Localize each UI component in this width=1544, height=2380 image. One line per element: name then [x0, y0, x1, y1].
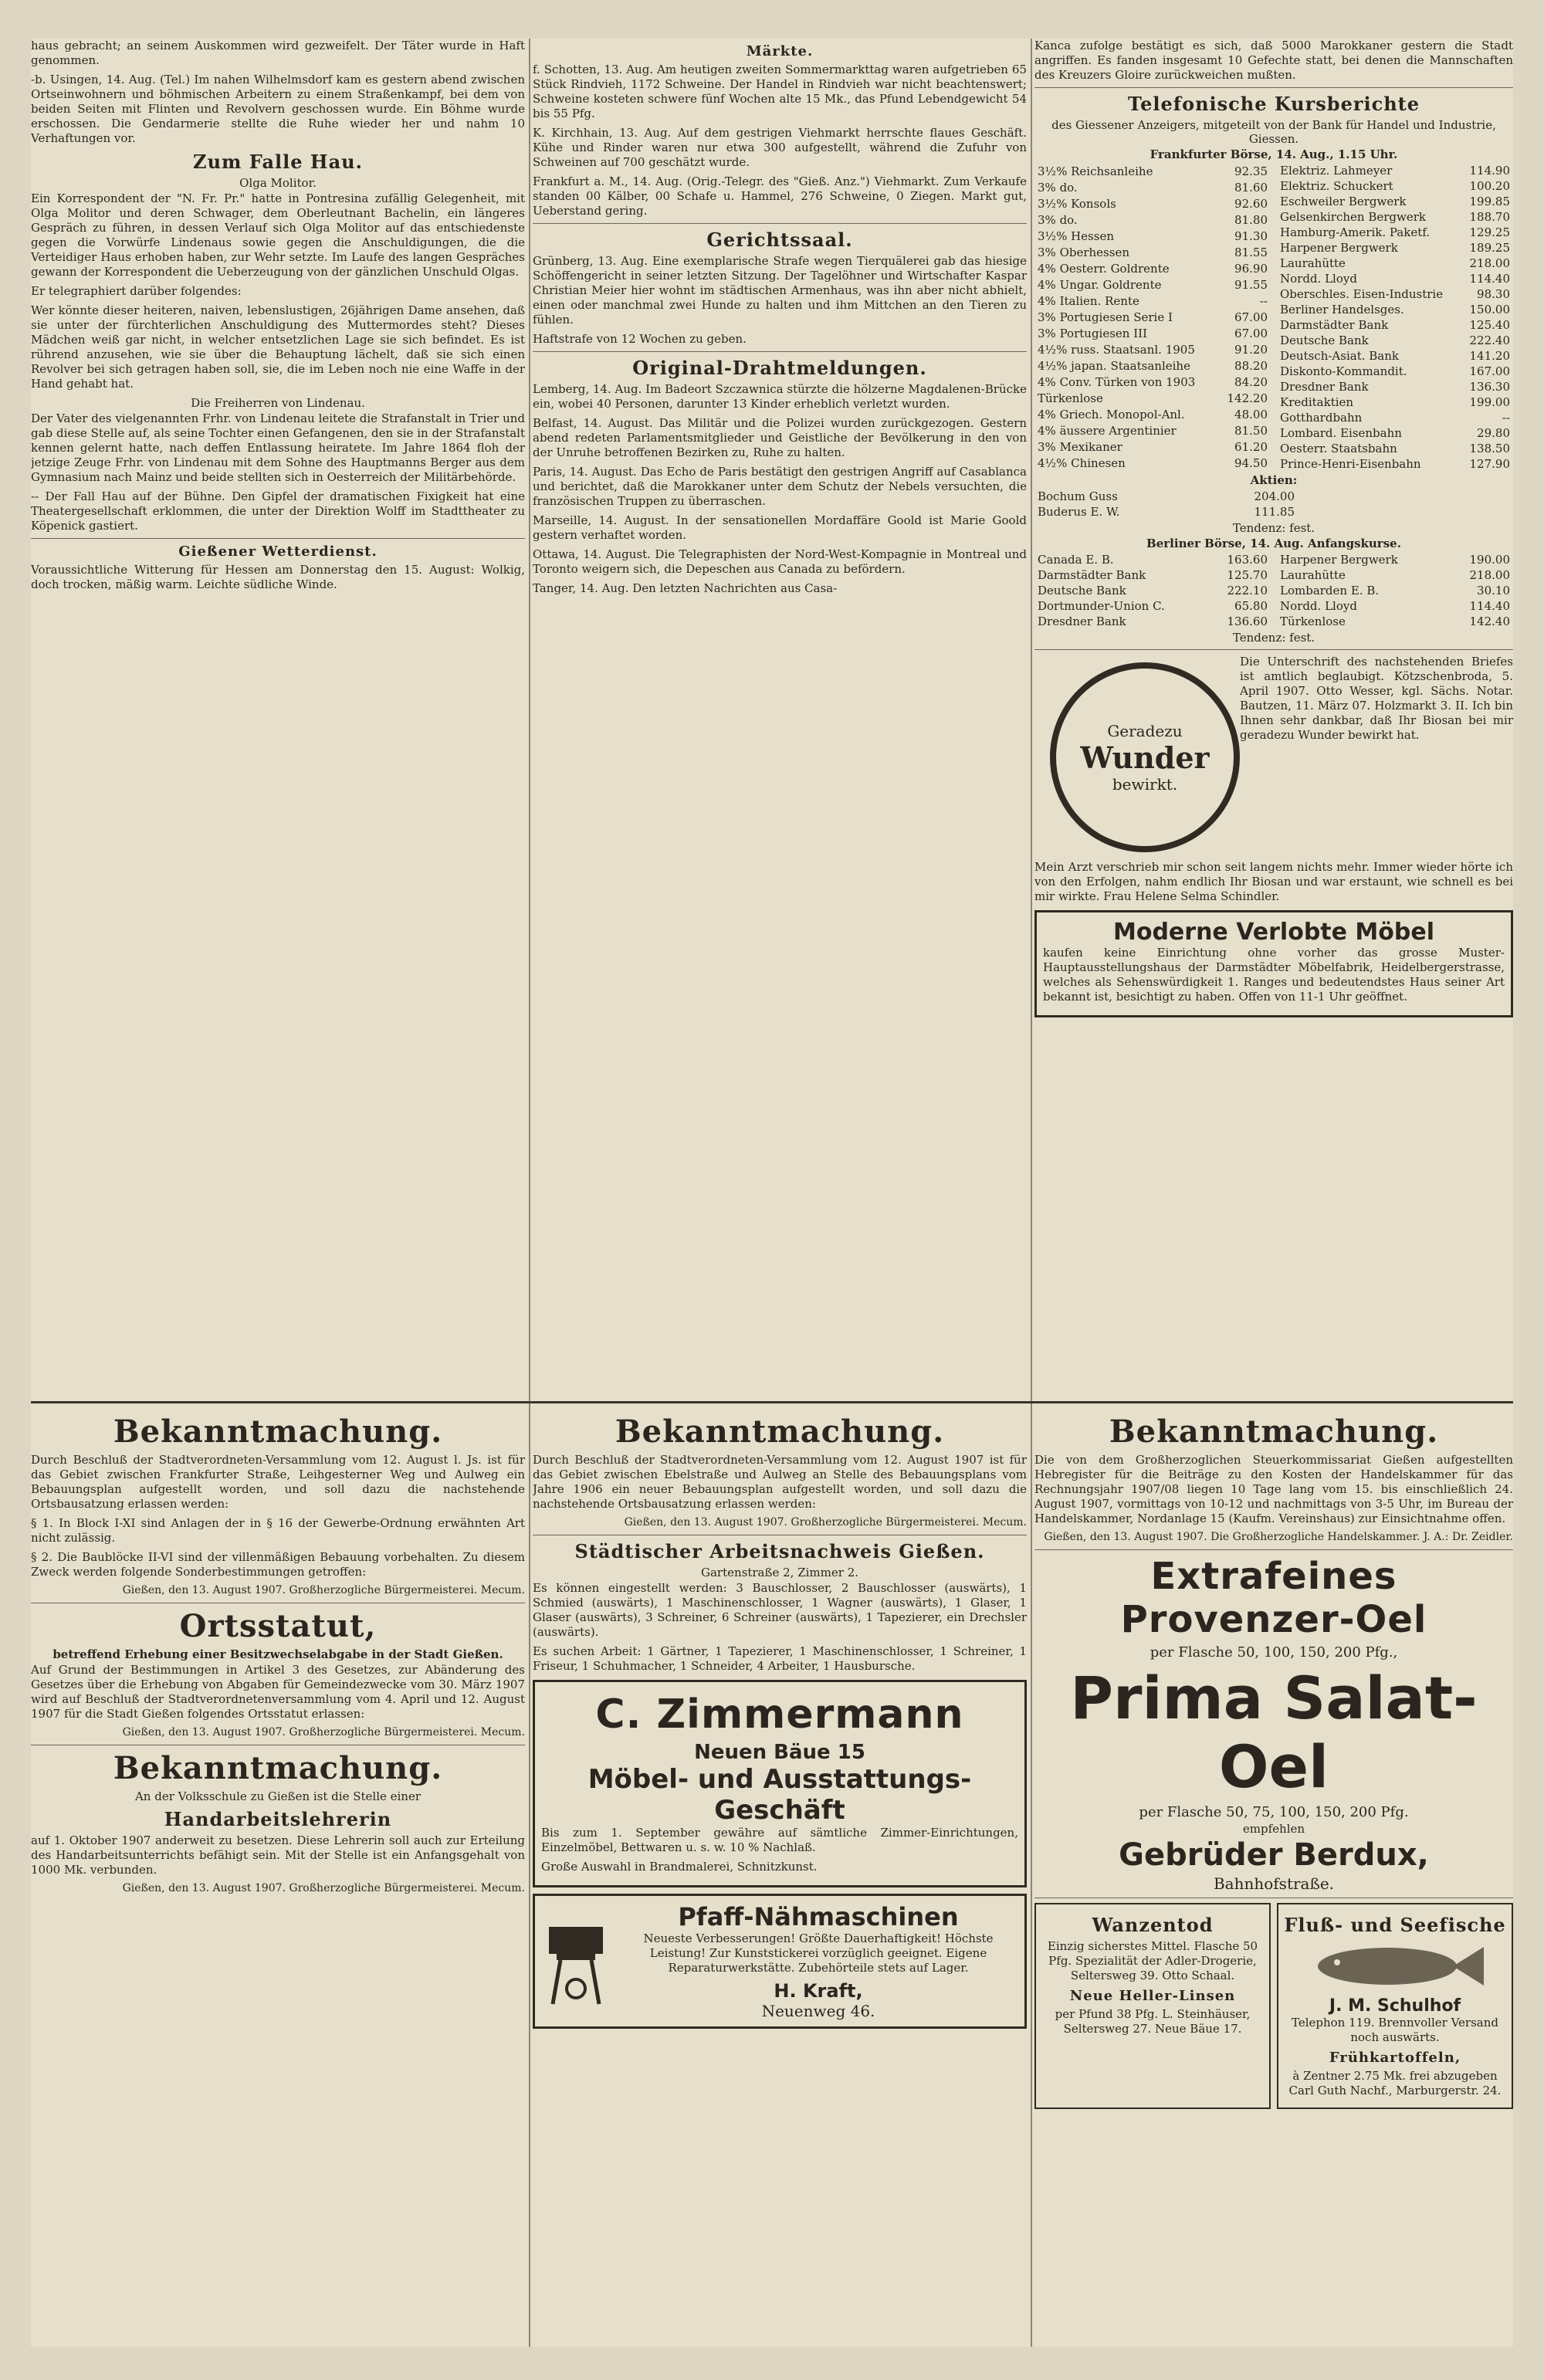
rate-label: Türkenlose	[1280, 614, 1346, 628]
rate-value: 222.10	[1227, 584, 1268, 598]
rate-value: 91.55	[1234, 277, 1268, 292]
column-rule	[1031, 39, 1032, 2347]
rate-row	[1277, 456, 1513, 472]
wanzentod-ad	[1034, 1903, 1271, 2109]
rate-row	[1034, 423, 1271, 439]
wanzentod-heading: Wanzentod	[1092, 1914, 1214, 1936]
pfaff-address: Neuenweg 46.	[761, 2002, 875, 2020]
article-text: Grünberg, 13. Aug. Eine exemplarische Strafe wegen Tierquälerei gab das hiesige Schöffengericht in seiner letzten Sitzung. Der Tagelöhner und Wirtschafter Kaspar Christian Meier hier wohnt im städtischen Armenhaus, was ihn aber nicht abhielt, einen oder manchmal zwei Hunde zu halten und ihm Mittchen an den Tieren zu fühlen.	[533, 254, 1027, 327]
rate-value: 98.30	[1477, 287, 1510, 301]
article-text: Frankfurt a. M., 14. Aug. (Orig.-Telegr. des "Gieß. Anz.") Viehmarkt. Zum Verkaufe standen 00 Kälber, 00 Schafe u. Hammel, 276 Schweine, 0 Ziegen. Markt gut, Ueberstand gering.	[533, 174, 1027, 218]
rate-value: 199.00	[1469, 395, 1510, 409]
rate-label: Dresdner Bank	[1280, 380, 1369, 394]
zimmermann-ad	[533, 1680, 1027, 1887]
rate-label: Lombard. Eisenbahn	[1280, 426, 1402, 440]
fish-heading: Fluß- und Seefische	[1284, 1914, 1506, 1936]
article-text: Marseille, 14. August. In der sensationellen Mordaffäre Goold ist Marie Goold gestern verhaftet worden.	[533, 513, 1027, 542]
rate-row	[1277, 441, 1513, 456]
notice-heading: Bekanntmachung.	[113, 1413, 443, 1450]
weather-heading: Gießener Wetterdienst.	[178, 543, 378, 560]
notice-signature: Gießen, den 13. August 1907. Großherzogliche Bürgermeisterei. Mecum.	[624, 1516, 1027, 1529]
rate-row	[1034, 260, 1271, 276]
rates-table-right	[1277, 163, 1513, 472]
pfaff-heading: Pfaff-Nähmaschinen	[678, 1902, 959, 1931]
berlin-row	[1034, 583, 1271, 598]
rate-label: 4% äussere Argentinier	[1038, 424, 1177, 438]
rate-label: Oesterr. Staatsbahn	[1280, 442, 1397, 455]
rate-value: 163.60	[1227, 553, 1268, 567]
rates-tables	[1034, 163, 1513, 472]
rate-value: 48.00	[1234, 408, 1268, 422]
article-text: Haftstrafe von 12 Wochen zu geben.	[533, 332, 747, 346]
rate-value: 222.40	[1469, 333, 1510, 347]
rate-label: Deutsch-Asiat. Bank	[1280, 349, 1399, 363]
rates-table-left	[1034, 163, 1271, 472]
rate-value: 81.55	[1234, 245, 1268, 259]
rate-label: 4% Italien. Rente	[1038, 293, 1139, 308]
rate-value: 138.50	[1469, 442, 1510, 455]
berlin-row	[1277, 614, 1513, 629]
moebel-ad	[1034, 910, 1513, 1017]
rate-value: 142.40	[1469, 614, 1510, 628]
rate-value: 88.20	[1234, 359, 1268, 374]
article-text: Der Vater des vielgenannten Frhr. von Lindenau leitete die Strafanstalt in Trier und gab diese Stelle auf, als seine Tochter einen Gefangenen, den sie in der Strafanstalt kennen gelernt hatte, nach deffen Entlassung heiratete. Im Jahre 1864 floh der jetzige Zeuge Frhr. von Lindenau mit dem Sohne des Hauptmanns Berger aus dem Gymnasium nach Mainz und beide stellten sich in Oesterreich der Militärbehörde.	[31, 411, 525, 484]
rate-label: 4% Conv. Türken von 1903	[1038, 375, 1196, 390]
rate-label: Deutsche Bank	[1280, 333, 1369, 347]
rate-label: 3½% Konsols	[1038, 196, 1116, 211]
rate-row	[1034, 342, 1271, 358]
rate-label: Harpener Bergwerk	[1280, 241, 1398, 255]
rate-label: Deutsche Bank	[1038, 584, 1126, 598]
aktien-row	[1034, 489, 1298, 504]
rate-row	[1034, 195, 1271, 212]
oil-price: per Flasche 50, 100, 150, 200 Pfg.,	[1150, 1644, 1398, 1661]
article-text: Tanger, 14. Aug. Den letzten Nachrichten aus Casa-	[533, 581, 838, 595]
tendency: Tendenz: fest.	[1232, 521, 1315, 535]
ad-text: Einzig sicherstes Mittel. Flasche 50 Pfg. Spezialität der Adler-Drogerie, Seltersweg 39. Otto Schaal.	[1047, 1939, 1258, 1982]
article-text: Lemberg, 14. Aug. Im Badeort Szczawnica stürzte die hölzerne Magdalenen-Brücke ein, wobei 40 Personen, darunter 13 Kinder erheblich verletzt wurden.	[533, 382, 1027, 411]
rate-value: 114.40	[1469, 272, 1510, 286]
article-text: -- Der Fall Hau auf der Bühne. Den Gipfel der dramatischen Fixigkeit hat eine Theatergesellschaft erklommen, die unter der Direktion Wolff im Stadttheater zu Köpenick gastiert.	[31, 489, 525, 533]
rate-label: 4% Ungar. Goldrente	[1038, 277, 1162, 292]
labor-office-text: Es können eingestellt werden: 3 Bauschlosser, 2 Bauschlosser (auswärts), 1 Schmied (auswärts), 1 Maschinenschlosser, 1 Wagner (auswärts), 1 Glaser, 1 Glaser (auswärts), 3 Schreiner, 6 Schreiner (auswärts), 1 Tapezierer, ein Drechsler (auswärts).	[533, 1581, 1027, 1639]
notice-text: auf 1. Oktober 1907 anderweit zu besetzen. Diese Lehrerin soll auch zur Erteilung des Handarbeitsunterrichts befähigt sein. Mit der Stelle ist ein Anfangsgehalt von 1000 Mk. verbunden.	[31, 1833, 525, 1877]
rate-row	[1277, 394, 1513, 410]
ad-text: per Pfund 38 Pfg. L. Steinhäuser, Seltersweg 27. Neue Bäue 17.	[1055, 2007, 1251, 2036]
rate-value: 92.35	[1234, 164, 1268, 178]
fish-icon	[1302, 1939, 1488, 1993]
rate-value: 218.00	[1469, 256, 1510, 270]
rate-row	[1277, 256, 1513, 271]
salad-oil-heading: Prima Salat-Oel	[1070, 1664, 1478, 1801]
berlin-row	[1034, 552, 1271, 567]
rate-label: 3% Portugiesen Serie I	[1038, 310, 1173, 324]
berlin-table-right	[1277, 552, 1513, 629]
notice-signature: Gießen, den 13. August 1907. Großherzogliche Bürgermeisterei. Mecum.	[122, 1726, 525, 1738]
recommend-text: empfehlen	[1242, 1822, 1305, 1836]
ad-text: Große Auswahl in Brandmalerei, Schnitzkunst.	[541, 1860, 818, 1874]
rate-label: 4½% Chinesen	[1038, 456, 1126, 471]
article-text: Er telegraphiert darüber folgendes:	[31, 284, 242, 298]
berlin-heading: Berliner Börse, 14. Aug. Anfangskurse.	[1146, 537, 1401, 550]
rate-row	[1277, 209, 1513, 225]
zimmermann-name: C. Zimmermann	[595, 1691, 964, 1738]
job-title: Handarbeitslehrerin	[164, 1808, 392, 1830]
article-text: Belfast, 14. August. Das Militär und die Polizei wurden zurückgezogen. Gestern abend redeten Parlamentsmitglieder und Geistliche der Bevölkerung in den von der Unruhe betroffenen Bezirken zu, Ruhe zu halten.	[533, 416, 1027, 459]
rate-value: 204.00	[1254, 489, 1295, 503]
oil-heading: Extrafeines Provenzer-Oel	[1120, 1555, 1427, 1641]
notice-signature: Gießen, den 13. August 1907. Großherzogliche Bürgermeisterei. Mecum.	[122, 1882, 525, 1894]
rate-value: 81.50	[1234, 424, 1268, 438]
ad-text: à Zentner 2.75 Mk. frei abzugeben Carl Guth Nachf., Marburgerstr. 24.	[1288, 2069, 1502, 2097]
rate-row	[1277, 163, 1513, 178]
rate-value: 188.70	[1469, 210, 1510, 224]
rate-row	[1277, 379, 1513, 394]
rate-label: 4% Griech. Monopol-Anl.	[1038, 408, 1185, 422]
rate-label: Lombarden E. B.	[1280, 584, 1380, 598]
aktien-table	[1034, 489, 1298, 520]
rate-label: Harpener Bergwerk	[1280, 553, 1398, 567]
linsen-heading: Neue Heller-Linsen	[1069, 1988, 1236, 2004]
rate-value: --	[1259, 293, 1268, 308]
divider	[31, 538, 525, 539]
rate-label: 3½% Hessen	[1038, 229, 1114, 243]
notice-text: § 2. Die Baublöcke II-VI sind der villenmäßigen Bebauung vorbehalten. Zu diesem Zweck werden folgende Sonderbestimmungen getroffen:	[31, 1550, 525, 1579]
rate-row	[1277, 317, 1513, 333]
rate-label: Laurahütte	[1280, 256, 1346, 270]
rate-row	[1034, 455, 1271, 472]
berlin-table-left	[1034, 552, 1271, 629]
rate-label: 3% Mexikaner	[1038, 440, 1122, 455]
rate-value: 141.20	[1469, 349, 1510, 363]
rate-row	[1277, 425, 1513, 441]
rate-value: 142.20	[1227, 391, 1268, 406]
column-3	[1034, 39, 1513, 1397]
divider	[533, 351, 1027, 352]
rate-value: 189.25	[1469, 241, 1510, 255]
rate-row	[1034, 407, 1271, 423]
rate-label: Canada E. B.	[1038, 553, 1114, 567]
rate-label: Oberschles. Eisen-Industrie	[1280, 287, 1444, 301]
rate-label: Darmstädter Bank	[1280, 318, 1389, 332]
column-rule	[529, 39, 530, 2347]
rate-label: Elektriz. Schuckert	[1280, 179, 1393, 193]
notice-heading: Bekanntmachung.	[615, 1413, 945, 1450]
rate-value: 30.10	[1477, 584, 1510, 598]
berlin-row	[1277, 598, 1513, 614]
potato-heading: Frühkartoffeln,	[1329, 2050, 1461, 2066]
rate-label: Bochum Guss	[1038, 489, 1118, 503]
rate-label: Kreditaktien	[1280, 395, 1354, 409]
small-ads-row	[1034, 1903, 1513, 2109]
rate-value: 218.00	[1469, 568, 1510, 582]
labor-office-heading: Städtischer Arbeitsnachweis Gießen.	[574, 1540, 985, 1562]
notice-heading: Bekanntmachung.	[113, 1750, 443, 1786]
rate-label: Buderus E. W.	[1038, 505, 1120, 519]
rate-row	[1034, 163, 1271, 179]
rate-value: 111.85	[1254, 505, 1295, 519]
rate-value: 100.20	[1469, 179, 1510, 193]
rate-label: Diskonto-Kommandit.	[1280, 364, 1407, 378]
divider	[533, 223, 1027, 224]
rate-row	[1034, 358, 1271, 374]
article-text: Ottawa, 14. August. Die Telegraphisten der Nord-West-Kompagnie in Montreal und Toronto weigern sich, die Depeschen aus Canada zu befördern.	[533, 547, 1027, 576]
rate-value: 129.25	[1469, 225, 1510, 239]
rate-row	[1034, 309, 1271, 325]
rate-value: 136.30	[1469, 380, 1510, 394]
rate-row	[1277, 302, 1513, 317]
rate-value: 29.80	[1477, 426, 1510, 440]
column-1	[31, 39, 525, 1397]
article-text: Wer könnte dieser heiteren, naiven, lebenslustigen, 26jährigen Dame ansehen, daß sie unter der fürchterlichen Anschuldigung des Muttermordes steht? Dieses Mädchen weiß gar nicht, in welcher entsetzlichen Lage sie sich befindet. Es ist rührend anzusehen, wie sie über die Behauptung lächelt, daß sie sich einen Revolver bei sich getragen haben soll, sie, die im Leben noch nie eine Waffe in der Hand gehabt hat.	[31, 303, 525, 391]
notice-text: An der Volksschule zu Gießen ist die Stelle einer	[134, 1789, 422, 1803]
rate-label: 3% do.	[1038, 212, 1078, 227]
ad-text: kaufen keine Einrichtung ohne vorher das grosse Muster-Hauptausstellungshaus der Darmstädter Möbelfabrik, Heidelbergerstrasse, welches als Sehenswürdigkeit 1. Ranges und bedeutendstes Haus seiner Art bekannt ist, besichtigt zu haben. Offen von 11-1 Uhr geöffnet.	[1043, 946, 1505, 1004]
pfaff-ad	[533, 1894, 1027, 2029]
rate-value: --	[1502, 411, 1510, 425]
rate-row	[1034, 325, 1271, 341]
statute-heading: Ortsstatut,	[179, 1608, 377, 1644]
notice-heading: Bekanntmachung.	[1109, 1413, 1439, 1450]
column-2	[533, 39, 1027, 1397]
rate-label: 3½% Reichsanleihe	[1038, 164, 1153, 178]
rate-value: 67.00	[1234, 310, 1268, 324]
notice-text: Die von dem Großherzoglichen Steuerkommissariat Gießen aufgestellten Hebregister für die Beiträge zu den Kosten der Handelskammer für das Rechnungsjahr 1907/08 liegen 10 Tage lang vom 15. bis einschließlich 24. August 1907, vormittags von 10-12 und nachmittags von 3-5 Uhr, im Bureau der Handelskammer, Nordanlage 15 (Kaufm. Vereinshaus) zur Einsichtnahme offen.	[1034, 1453, 1513, 1525]
berlin-row	[1034, 567, 1271, 583]
berlin-row	[1034, 598, 1271, 614]
rate-label: Berliner Handelsges.	[1280, 303, 1404, 317]
pfaff-name: H. Kraft,	[774, 1980, 863, 2002]
rate-value: 91.30	[1234, 229, 1268, 243]
rate-row	[1034, 244, 1271, 260]
rate-label: 3% Portugiesen III	[1038, 326, 1147, 340]
rate-row	[1034, 293, 1271, 309]
rate-row	[1034, 212, 1271, 228]
rate-row	[1277, 225, 1513, 240]
notice-text: Durch Beschluß der Stadtverordneten-Versammlung vom 12. August l. Js. ist für das Gebiet zwischen Frankfurter Straße, Leihgesterner Weg und Aulweg ein Bebauungsplan aufgestellt worden, und soll dazu die nachstehende Ortsbausatzung erlassen werden:	[31, 1453, 525, 1511]
zimmermann-address: Neuen Bäue 15	[694, 1741, 865, 1764]
telegraph-heading: Original-Drahtmeldungen.	[632, 357, 927, 379]
divider	[1034, 1549, 1513, 1550]
article-heading: Zum Falle Hau.	[193, 151, 363, 173]
rate-value: 84.20	[1234, 375, 1268, 390]
lower-column-3	[1034, 1409, 1513, 2343]
rate-row	[1277, 410, 1513, 425]
notice-signature: Gießen, den 13. August 1907. Die Großherzogliche Handelskammer. J. A.: Dr. Zeidler.	[1044, 1531, 1513, 1543]
lower-column-2	[533, 1409, 1027, 2343]
tendency: Tendenz: fest.	[1232, 631, 1315, 645]
article-text: haus gebracht; an seinem Auskommen wird gezweifelt. Der Täter wurde in Haft genommen.	[31, 39, 525, 67]
rate-value: 125.70	[1227, 568, 1268, 582]
rate-row	[1034, 179, 1271, 195]
article-text: Ein Korrespondent der "N. Fr. Pr." hatte in Pontresina zufällig Gelegenheit, mit Olga Molitor und deren Schwager, dem Oberleutnant Bachelin, ein längeres Gespräch zu führen, in dessen Verlauf sich Olga Molitor auf das entschiedenste gegen die Vorwürfe Lindenaus sowie gegen die Anschuldigungen, die die Verteidiger Haus erhoben haben, zur Wehr setzte. Im Laufe des langen Gespräches gewann der Korrespondent die Ueberzeugung von der gänzlichen Unschuld Olgas.	[31, 191, 525, 279]
rate-label: Laurahütte	[1280, 568, 1346, 582]
notice-text: Auf Grund der Bestimmungen in Artikel 3 des Gesetzes, zur Abänderung des Gesetzes über die Erhebung von Abgaben für Gemeindezwecke vom 30. März 1907 wird auf Beschluß der Stadtverordnetenversammlung vom 4. April und 12. August 1907 für die Stadt Gießen folgendes Ortsstatut erlassen:	[31, 1663, 525, 1721]
rate-label: 3% do.	[1038, 180, 1078, 195]
rate-value: 92.60	[1234, 196, 1268, 211]
ad-text: Bis zum 1. September gewähre auf sämtliche Zimmer-Einrichtungen, Einzelmöbel, Bettwaren u. s. w. 10 % Nachlaß.	[541, 1826, 1018, 1854]
fish-ad	[1277, 1903, 1513, 2109]
rate-value: 127.90	[1469, 457, 1510, 471]
article-text: Kanca zufolge bestätigt es sich, daß 5000 Marokkaner gestern die Stadt angriffen. Es fanden insgesamt 10 Gefechte statt, bei denen die Mannschaften des Kreuzers Gloire zurückweichen mußten.	[1034, 39, 1513, 82]
rate-value: 190.00	[1469, 553, 1510, 567]
rate-label: Dresdner Bank	[1038, 614, 1126, 628]
rate-row	[1277, 194, 1513, 209]
aktien-heading: Aktien:	[1250, 473, 1298, 487]
rate-value: 81.60	[1234, 180, 1268, 195]
rate-row	[1277, 348, 1513, 364]
frankfurt-heading: Frankfurter Börse, 14. Aug., 1.15 Uhr.	[1150, 147, 1398, 161]
rate-value: 67.00	[1234, 326, 1268, 340]
notice-text: Durch Beschluß der Stadtverordneten-Versammlung vom 12. August 1907 ist für das Gebiet zwischen Ebelstraße und Aulweg an Stelle des Bebauungsplans vom Jahre 1906 ein neuer Bebauungsplan aufgestellt worden, und soll dazu die nachstehende Ortsbausatzung erlassen werden:	[533, 1453, 1027, 1511]
rate-label: Elektriz. Lahmeyer	[1280, 164, 1393, 178]
rate-value: 136.60	[1227, 614, 1268, 628]
rate-value: 96.90	[1234, 261, 1268, 276]
berlin-row	[1277, 552, 1513, 567]
fish-name: J. M. Schulhof	[1329, 1996, 1461, 2016]
rate-row	[1277, 240, 1513, 256]
rate-row	[1034, 439, 1271, 455]
rate-row	[1034, 276, 1271, 293]
stock-report-subheading: des Giessener Anzeigers, mitgeteilt von der Bank für Handel und Industrie, Giessen.	[1051, 118, 1496, 146]
rate-value: 150.00	[1469, 303, 1510, 317]
moebel-heading: Moderne Verlobte Möbel	[1112, 919, 1434, 946]
wunder-word: Wunder	[1080, 740, 1210, 775]
rate-label: 3% Oberhessen	[1038, 245, 1129, 259]
ad-text: Mein Arzt verschrieb mir schon seit langem nichts mehr. Immer wieder hörte ich von den Erfolgen, nahm endlich Ihr Biosan und war erstaunt, wie schnell es bei mir wirkte. Frau Helene Selma Schindler.	[1034, 860, 1513, 903]
rate-label: Gelsenkirchen Bergwerk	[1280, 210, 1426, 224]
rate-value: 94.50	[1234, 456, 1268, 471]
aktien-row	[1034, 504, 1298, 520]
newspaper-page	[31, 39, 1513, 2347]
article-text: Paris, 14. August. Das Echo de Paris bestätigt den gestrigen Angriff auf Casablanca und berichtet, daß die Marokkaner unter dem Schutz der Nebels versuchten, die französischen Truppen zu überraschen.	[533, 465, 1027, 508]
notice-signature: Gießen, den 13. August 1907. Großherzogliche Bürgermeisterei. Mecum.	[122, 1584, 525, 1596]
rate-value: 81.80	[1234, 212, 1268, 227]
salad-oil-price: per Flasche 50, 75, 100, 150, 200 Pfg.	[1139, 1804, 1409, 1820]
rate-row	[1034, 391, 1271, 407]
rate-row	[1034, 374, 1271, 391]
sewing-machine-icon	[541, 1915, 611, 2008]
rate-value: 125.40	[1469, 318, 1510, 332]
rate-row	[1277, 271, 1513, 286]
berlin-row	[1277, 567, 1513, 583]
ad-text: Telephon 119. Brennvoller Versand noch auswärts.	[1292, 2016, 1498, 2044]
rate-label: 4% Oesterr. Goldrente	[1038, 261, 1170, 276]
rate-value: 65.80	[1234, 599, 1268, 613]
rate-label: Hamburg-Amerik. Paketf.	[1280, 225, 1431, 239]
divider	[1034, 87, 1513, 88]
court-heading: Gerichtssaal.	[706, 229, 853, 251]
berlin-tables	[1034, 552, 1513, 629]
rate-row	[1034, 228, 1271, 244]
berdux-name: Gebrüder Berdux,	[1119, 1837, 1429, 1873]
wunder-ad-circle	[1050, 662, 1240, 852]
rate-value: 167.00	[1469, 364, 1510, 378]
ad-text: Die Unterschrift des nachstehenden Briefes ist amtlich beglaubigt. Kötzschenbroda, 5. April 1907. Otto Wesser, kgl. Sächs. Notar. Bautzen, 11. März 07. Holzmarkt 3. II. Ich bin Ihnen sehr dankbar, daß Ihr Biosan bei mir geradezu Wunder bewirkt hat.	[1240, 655, 1513, 742]
rate-row	[1277, 178, 1513, 194]
rate-label: Nordd. Lloyd	[1280, 272, 1357, 286]
markets-heading: Märkte.	[746, 43, 814, 59]
rate-label: Dortmunder-Union C.	[1038, 599, 1165, 613]
rate-row	[1277, 333, 1513, 348]
rate-label: Darmstädter Bank	[1038, 568, 1146, 582]
section-rule	[31, 1401, 1513, 1403]
lower-column-1	[31, 1409, 525, 2343]
divider	[1034, 649, 1513, 650]
berlin-row	[1277, 583, 1513, 598]
rate-label: Prince-Henri-Eisenbahn	[1280, 457, 1421, 471]
ad-text: Neueste Verbesserungen! Größte Dauerhaftigkeit! Höchste Leistung! Zur Kunststickerei vorzüglich geeignet. Eigene Reparaturwerkstätte. Zubehörteile stets auf Lager.	[643, 1931, 994, 1975]
labor-office-text: Es suchen Arbeit: 1 Gärtner, 1 Tapezierer, 1 Maschinenschlosser, 1 Schreiner, 1 Friseur, 1 Schuhmacher, 1 Schneider, 4 Arbeiter, 1 Hausbursche.	[533, 1644, 1027, 1673]
statute-subheading: betreffend Erhebung einer Besitzwechselabgabe in der Stadt Gießen.	[52, 1647, 503, 1661]
article-subheading: Die Freiherren von Lindenau.	[191, 396, 365, 410]
weather-text: Voraussichtliche Witterung für Hessen am Donnerstag den 15. August: Wolkig, doch trocken, mäßig warm. Leichte südliche Winde.	[31, 563, 525, 591]
rate-label: Nordd. Lloyd	[1280, 599, 1357, 613]
rate-label: 4½% japan. Staatsanleihe	[1038, 359, 1190, 374]
article-text: K. Kirchhain, 13. Aug. Auf dem gestrigen Viehmarkt herrschte flaues Geschäft. Kühe und Rinder waren nur etwa 300 aufgestellt, während die Zufuhr von Schweinen auf 700 geschätzt wurde.	[533, 126, 1027, 169]
rate-row	[1277, 364, 1513, 379]
notice-text: § 1. In Block I-XI sind Anlagen der in § 16 der Gewerbe-Ordnung erwähnten Art nicht zulässig.	[31, 1516, 525, 1545]
rate-value: 114.90	[1469, 164, 1510, 178]
rate-value: 199.85	[1469, 195, 1510, 208]
berdux-address: Bahnhofstraße.	[1213, 1874, 1335, 1893]
rate-value: 114.40	[1469, 599, 1510, 613]
stock-report-heading: Telefonische Kursberichte	[1127, 93, 1420, 115]
wunder-bottom: bewirkt.	[1112, 774, 1178, 794]
article-text: f. Schotten, 13. Aug. Am heutigen zweiten Sommermarkttag waren aufgetrieben 65 Stück Rindvieh, 1172 Schweine. Der Handel in Rindvieh war nicht beachtenswert; Schweine kosteten schwere fünf Wochen alte 15 Mk., das Pfund Lebendgewicht 54 bis 55 Pfg.	[533, 63, 1027, 120]
zimmermann-line: Möbel- und Ausstattungs-Geschäft	[587, 1764, 972, 1826]
rate-label: Eschweiler Bergwerk	[1280, 195, 1407, 208]
rate-row	[1277, 286, 1513, 302]
article-subheading: Olga Molitor.	[239, 176, 317, 190]
labor-office-address: Gartenstraße 2, Zimmer 2.	[700, 1566, 859, 1579]
berlin-row	[1034, 614, 1271, 629]
article-text: -b. Usingen, 14. Aug. (Tel.) Im nahen Wilhelmsdorf kam es gestern abend zwischen Ortseinwohnern und böhmischen Arbeitern zu einem Straßenkampf, bei dem von beiden Seiten mit Flinten und Revolvern geschossen wurde. Ein Böhme wurde erschossen. Die Gendarmerie stellte die Ruhe wieder her und nahm 10 Verhaftungen vor.	[31, 73, 525, 145]
rate-label: Türkenlose	[1038, 391, 1103, 406]
rate-label: 4½% russ. Staatsanl. 1905	[1038, 343, 1195, 357]
rate-value: 91.20	[1234, 343, 1268, 357]
rate-value: 61.20	[1234, 440, 1268, 455]
rate-label: Gotthardbahn	[1280, 411, 1363, 425]
wunder-top: Geradezu	[1107, 721, 1183, 740]
